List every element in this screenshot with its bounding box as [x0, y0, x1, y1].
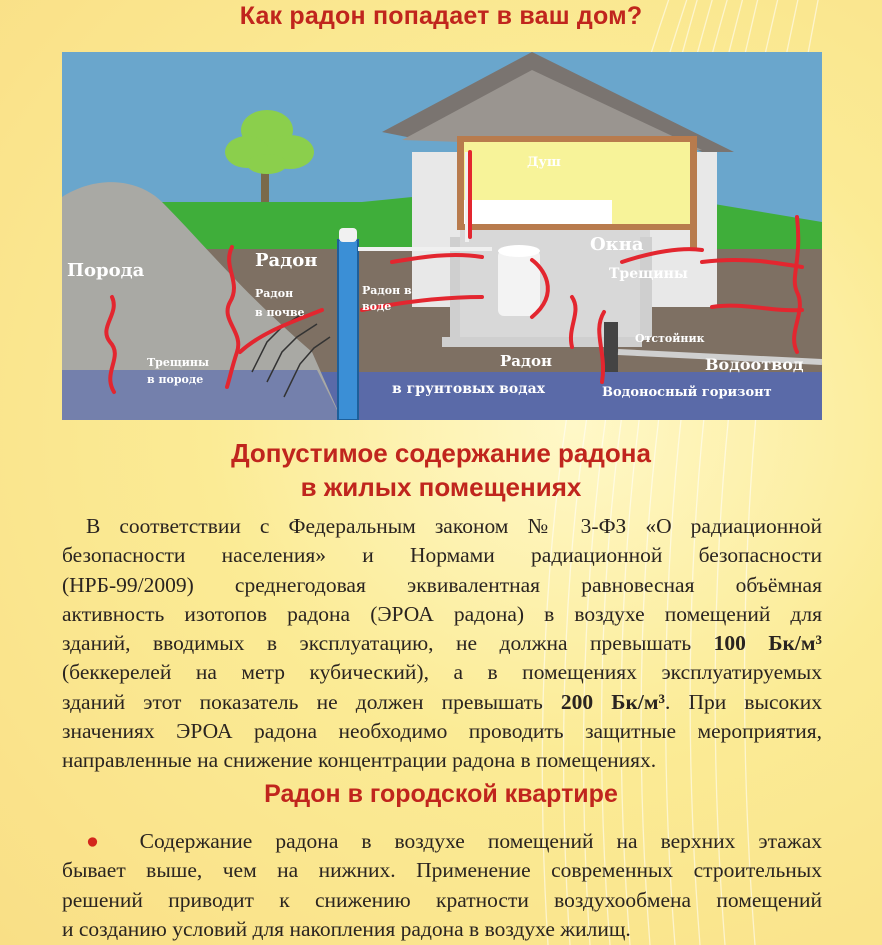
limit-new-buildings: 100 Бк/м³	[713, 631, 822, 656]
paragraph-line: безопасности населения» и Нормами радиационной безопасности	[62, 543, 822, 568]
paragraph-line: ● Содержание радона в воздухе помещений на верхних этажах	[86, 829, 822, 853]
label-shower: Душ	[527, 155, 561, 170]
label-rock: Порода	[67, 260, 145, 281]
label-radon-groundwater-2: в грунтовых водах	[392, 381, 545, 397]
paragraph-line: направленные на снижение концентрации радона в помещениях.	[62, 748, 657, 773]
paragraph-line: зданий этот показатель не должен превышать 200 Бк/м³. При высоких	[62, 689, 823, 714]
label-windows: Окна	[590, 234, 644, 255]
paragraph-line: решений приводит к снижению кратности воздухообмена помещений	[62, 887, 822, 912]
label-aquifer: Водоносный горизонт	[602, 385, 772, 400]
label-rock-cracks-1: Трещины	[147, 356, 210, 369]
label-radon-groundwater-1: Радон	[500, 352, 552, 370]
paragraph-line: (НРБ-99/2009) среднегодовая эквивалентная равновесная объёмная	[62, 572, 822, 597]
label-radon-water-2: воде	[362, 300, 392, 313]
paragraph-line: В соответствии с Федеральным законом № 3-ФЗ «О радиационной	[86, 514, 822, 538]
radon-entry-diagram	[62, 52, 822, 420]
label-drain: Водоотвод	[705, 355, 804, 374]
label-radon-soil-2: в почве	[255, 306, 305, 319]
label-cracks: Трещины	[609, 266, 688, 282]
paragraph-line: зданий, вводимых в эксплуатацию, не должна превышать 100 Бк/м³	[62, 631, 822, 656]
page-title: Как радон попадает в ваш дом?	[239, 2, 643, 30]
label-radon: Радон	[255, 250, 318, 271]
label-radon-water-1: Радон в	[362, 284, 412, 297]
section-title-limits-line2: в жилых помещениях	[300, 472, 582, 502]
apartment-paragraph	[62, 827, 822, 944]
limits-paragraph	[62, 512, 822, 776]
paragraph-line: и созданию условий для накопления радона в воздухе жилищ.	[62, 916, 631, 941]
paragraph-line: бывает выше, чем на нижних. Применение современных строительных	[62, 858, 822, 883]
paragraph-line: значениях ЭРОА радона необходимо проводить защитные мероприятия,	[62, 719, 822, 744]
label-radon-soil-1: Радон	[255, 287, 294, 300]
well	[338, 240, 358, 420]
limit-existing-buildings: 200 Бк/м³	[560, 689, 665, 714]
paragraph-line: (беккерелей на метр кубический), а в помещениях эксплуатируемых	[62, 660, 822, 685]
section-title-limits-line1: Допустимое содержание радона	[231, 438, 651, 468]
bullet-icon: ●	[86, 829, 117, 853]
label-rock-cracks-2: в породе	[147, 373, 204, 386]
paragraph-line: активность изотопов радона (ЭРОА радона) в воздухе помещений для	[62, 601, 822, 626]
section-title-apartment: Радон в городской квартире	[264, 780, 618, 808]
label-sump: Отстойник	[635, 332, 705, 345]
section-title-limits	[0, 436, 882, 504]
